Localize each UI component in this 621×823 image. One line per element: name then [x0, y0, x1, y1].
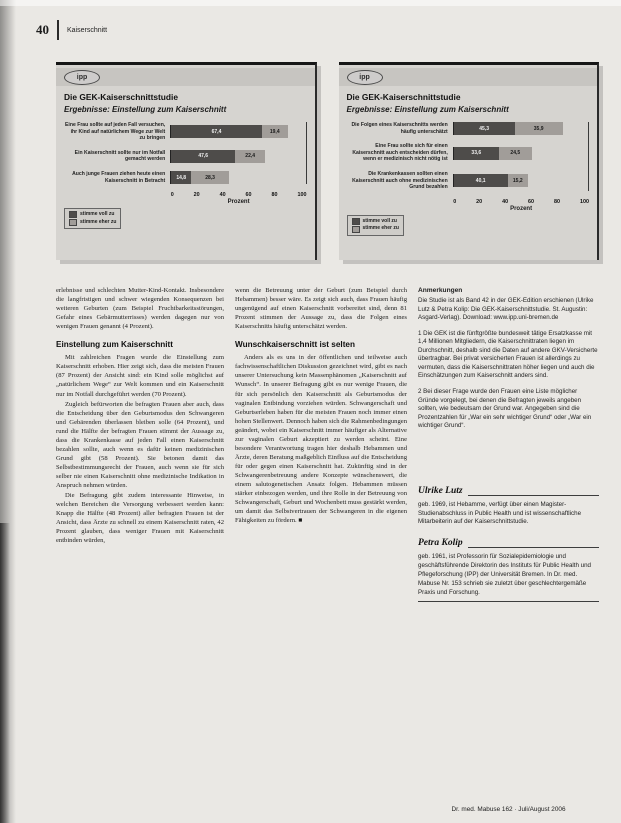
legend-entry	[352, 225, 399, 233]
author-rule	[468, 495, 599, 496]
slide-right	[339, 62, 600, 260]
bar-segment-stimme-voll-zu	[171, 171, 191, 184]
footnote-1: 1 Die GEK ist die fünftgrößte bundesweit tätige Ersatzkasse mit 1,4 Millionen Mitgliedern, die Kaiserschnittraten liegen im Durchschnitt, deshalb sind die Daten auf andere GKV-Versicherte übertragbar. Bei privat versicherten Frauen ist allerdings zu vermuten, dass die Kaiserschnittraten höher liegen und auch die Einschätzungen zum Kaiserschnitt anders sind.	[418, 329, 598, 380]
chart-bar-row	[347, 143, 589, 163]
sidebar-note: Die Studie ist als Band 42 in der GEK-Edition erschienen (Ulrike Lutz & Petra Kolip: Die GEK-Kaiserschnittstudie. St. Augustin: Asgard-Verlag). Download: www.ipp.uni-bremen.de	[418, 297, 594, 322]
article-body	[56, 286, 599, 815]
axis-tick: 60	[528, 198, 535, 205]
legend-label: stimme eher zu	[362, 225, 399, 232]
chart-bar-row	[64, 122, 306, 142]
attitude-bar-chart-right	[347, 122, 590, 238]
ipp-logo-icon: ipp	[64, 70, 100, 85]
author-rule	[468, 547, 599, 548]
x-axis	[347, 199, 590, 205]
author-bios	[418, 485, 599, 603]
bar-track	[453, 174, 588, 187]
legend-entry	[69, 211, 116, 219]
x-axis	[64, 192, 307, 198]
bar-value-label: 28,3	[205, 174, 215, 181]
legend-label: stimme voll zu	[362, 217, 397, 224]
legend-swatch-icon	[69, 219, 77, 226]
bar-value-label: 15,2	[512, 177, 523, 184]
author-1-header	[418, 485, 599, 498]
legend-label: stimme eher zu	[80, 218, 117, 225]
axis-tick: 100	[579, 198, 589, 205]
axis-tick-labels	[453, 199, 589, 205]
author-1-name: Ulrike Lutz	[418, 485, 463, 496]
legend-entry	[69, 219, 116, 227]
chart-plot-area	[347, 122, 590, 191]
legend-swatch-icon	[352, 226, 360, 233]
sidebar-column	[418, 286, 599, 815]
slide-title: Die GEK-Kaiserschnittstudie	[64, 92, 179, 102]
bar-track	[170, 125, 305, 138]
paragraph: wenn die Betreuung unter der Geburt (zum Beispiel durch Hebammen) besser wäre. Es zeigt sich auch, dass Frauen häufig ungenügend auf einen Kaiserschnitt vorbereitet sind, denn 81 Prozent stimmen der Aussage zu, dass die Folgen eines Kaiserschnitts häufig unterschätzt werden.	[235, 287, 407, 331]
bar-segment-stimme-voll-zu	[171, 150, 235, 163]
axis-tick: 20	[476, 198, 483, 205]
slide-subtitle: Ergebnisse: Einstellung zum Kaiserschnitt	[64, 104, 227, 114]
bar-value-label: 67,4	[211, 128, 222, 135]
bar-value-label: 33,6	[471, 150, 482, 157]
bar-category-label: Die Folgen eines Kaiserschnitts werden häufig unterschätzt	[351, 121, 448, 135]
axis-tick: 40	[219, 192, 226, 199]
bar-category-label: Ein Kaiserschnitt sollte nur im Notfall gemacht werden	[74, 149, 166, 163]
axis-tick: 60	[245, 192, 252, 199]
slide-title: Die GEK-Kaiserschnittstudie	[346, 92, 461, 102]
slide-left	[56, 62, 317, 260]
page-header	[36, 20, 107, 40]
subheading-einstellung: Einstellung zum Kaiserschnitt	[56, 340, 173, 350]
author-end-rule	[418, 601, 599, 602]
bar-value-label: 19,4	[269, 128, 280, 135]
bar-segment-stimme-voll-zu	[171, 125, 261, 138]
bar-value-label: 14,8	[176, 174, 187, 181]
paragraph: Mit zahlreichen Fragen wurde die Einstellung zum Kaiserschnitt erhoben. Hier zeigt sich, dass die meisten Frauen (87 Prozent) der Ansicht sind: ein Kind solle möglichst auf „natürlichem Wege“ zur Welt kommen und ein Kaiserschnitt nur im Notfall durchgeführt werden (70 Prozent).	[56, 354, 224, 398]
bar-segment-stimme-voll-zu	[454, 174, 508, 187]
bar-segment-stimme-eher-zu	[191, 171, 229, 184]
axis-tick: 40	[502, 198, 509, 205]
subheading-wunschkaiserschnitt: Wunschkaiserschnitt ist selten	[235, 340, 355, 350]
chart-plot-area	[64, 122, 307, 184]
paragraph: Anders als es uns in der öffentlichen und teilweise auch fachwissenschaftlichen Diskussion gezeichnet wird, gibt es nach unserer Untersuchung kein Massenphänomen „Kaiserschnitt auf Wunsch“. In unserer Befragung gibt es nur wenige Frauen, die für sich persönlich den Kaiserschnitt als Geburtsmodus der vaginalen Entbindung vorziehen würden. Schwangerschaft und Geburtserleben haben für die meisten Frauen noch immer einen hohen Stellenwert. Dennoch haben sich die Rahmenbedingungen geändert, wobei ein Kaiserschnitt immer häufiger als Alternative zur vaginalen Geburt akzeptiert zu werden scheint. Eine besondere Verantwortung tragen hier deshalb Hebammen und Ärzte, deren Beratung maßgeblich Einfluss auf die Entscheidung für oder gegen einen Kaiserschnitt hat. Zukünftig sind in der Schwangerenbetreuung andere Konzepte wünschenswert, die einem salutogenetischen Ansatz folgen. Hebammen müssen stärker einbezogen werden, und ihre Rolle in der Betreuung von Schwangerschaft, Geburt und Wochenbett muss gestärkt werden, um damit das Selbstvertrauen der Schwangeren in die eigenen Fähigkeiten zu fördern. ■	[235, 354, 407, 524]
sidebar-heading: Anmerkungen	[418, 287, 463, 294]
axis-spacer	[347, 198, 457, 205]
author-2-bio: geb. 1961, ist Professorin für Sozialepidemiologie und geschäftsführende Direktorin des Instituts für Public Health und Pflegeforschung (IPP) der Universität Bremen. In Dr. med. Mabuse Nr. 153 schrieb sie zuletzt über geschlechtergemäße Praxis und Forschung.	[418, 553, 591, 596]
bar-value-label: 47,6	[198, 153, 209, 160]
bar-segment-stimme-eher-zu	[508, 174, 528, 187]
bar-category-label: Eine Frau sollte sich für einen Kaiserschnitt auch entscheiden dürfen, wenn er medizinisch nicht nötig ist	[352, 143, 448, 163]
chart-bar-row	[64, 171, 306, 184]
paragraph: erlebnisse und schlechten Mutter-Kind-Kontakt. Insbesondere die langfristigen und schwer wiegenden Konsequenzen bei weiteren Geburten (zum Beispiel Fruchtbarkeitsstörungen, Gefahr eines Gebärmutterrisses) werden dagegen nur von wenigen Frauen genannt (4 Prozent).	[56, 287, 224, 331]
paragraph: Die Befragung gibt zudem interessante Hinweise, in welchen Bereichen die Versorgung verbessert werden kann: Knapp die Hälfte (48 Prozent) aller befragten Frauen ist der Ansicht, dass Ärzte zu schnell zu einem Kaiserschnitt raten, 42 Prozent glauben, dass weniger Frauen mit Kaiserschnitt entbinden würden,	[56, 491, 224, 545]
author-2-header	[418, 537, 599, 550]
header-divider	[57, 20, 59, 40]
bar-track	[453, 147, 588, 160]
section-label: Kaiserschnitt	[67, 26, 108, 34]
author-1-bio: geb. 1969, ist Hebamme, verfügt über einen Magister-Studienabschluss in Public Health und ist wissenschaftliche Mitarbeiterin auf der Kaiserschnittstudie.	[418, 500, 582, 526]
attitude-bar-chart-left	[64, 122, 307, 231]
axis-tick: 20	[193, 192, 200, 199]
x-axis-title: Prozent	[510, 205, 533, 212]
axis-spacer	[64, 192, 171, 198]
bar-value-label: 24,5	[510, 150, 521, 157]
axis-tick: 0	[453, 198, 457, 205]
chart-bar-row	[64, 150, 306, 163]
bar-segment-stimme-eher-zu	[262, 125, 288, 138]
bar-category-label: Eine Frau sollte auf jeden Fall versuchen, ihr Kind auf natürlichem Wege zur Welt zu bringen	[65, 121, 166, 142]
chart-legend	[64, 208, 121, 229]
legend-entry	[352, 218, 399, 226]
slide-figures	[56, 62, 599, 260]
bar-value-label: 45,3	[479, 125, 490, 132]
bar-track	[453, 122, 588, 135]
chart-bar-row	[347, 171, 589, 191]
bar-value-label: 40,1	[475, 177, 486, 184]
slide-subtitle: Ergebnisse: Einstellung zum Kaiserschnitt	[346, 104, 509, 114]
x-axis-title: Prozent	[227, 199, 250, 206]
bar-value-label: 35,9	[533, 125, 544, 132]
bar-segment-stimme-eher-zu	[235, 150, 265, 163]
bar-category-label: Auch junge Frauen ziehen heute einen Kaiserschnitt in Betracht	[72, 171, 166, 184]
scan-edge-highlight	[0, 0, 621, 6]
chart-legend	[347, 215, 404, 236]
axis-tick-labels	[171, 192, 307, 198]
bar-track	[170, 171, 305, 184]
bar-segment-stimme-eher-zu	[515, 122, 563, 135]
journal-footer: Dr. med. Mabuse 162 · Juli/August 2006	[451, 806, 566, 814]
legend-swatch-icon	[69, 211, 77, 218]
bar-segment-stimme-eher-zu	[499, 147, 532, 160]
chart-bar-row	[347, 122, 589, 135]
page-number: 40	[36, 22, 49, 37]
bar-category-label: Die Krankenkassen sollten einen Kaiserschnitt auch ohne medizinischen Grund bezahlen	[352, 171, 448, 191]
footnote-2: 2 Bei dieser Frage wurde den Frauen eine Liste möglicher Gründe vorgelegt, bei denen die Befragten jeweils angeben sollten, wie bedeutsam der Grund war. Angegeben sind die Prozentzahlen für „War ein sehr wichtiger Grund“ oder „War ein wichtiger Grund“.	[418, 388, 592, 430]
bar-segment-stimme-voll-zu	[454, 147, 499, 160]
bar-segment-stimme-voll-zu	[454, 122, 515, 135]
author-2-name: Petra Kolip	[418, 538, 463, 549]
legend-label: stimme voll zu	[80, 211, 115, 218]
axis-tick: 0	[170, 192, 174, 199]
ipp-logo-icon: ipp	[347, 70, 383, 85]
axis-tick: 80	[554, 198, 560, 205]
axis-tick: 80	[271, 192, 278, 199]
scan-edge-blot	[0, 523, 10, 823]
legend-swatch-icon	[352, 218, 360, 225]
article-column-1	[56, 286, 224, 815]
bar-value-label: 22,4	[245, 153, 256, 160]
paragraph: Zugleich befürworten die befragten Frauen aber auch, dass die Entscheidung über den Geburtsmodus den Schwangeren und Gebärenden überlassen bleiben solle (64 Prozent), und rund die Hälfte der befragten Frauen stimmt der Aussage zu, dass die Krankenkasse auf jeden Fall einen Kaiserschnitt bezahlen sollte, auch wenn es dafür keinen medizinischen Grund gibt (58 Prozent). Sie betonen damit das Selbstbestimmungsrecht der Frauen, auch wenn sie für sich selber nie einen Kaiserschnitt ohne medizinische Indikation in Anspruch nehmen würden.	[56, 400, 224, 489]
article-column-2	[235, 286, 407, 815]
bar-track	[170, 150, 305, 163]
axis-tick: 100	[297, 192, 307, 199]
